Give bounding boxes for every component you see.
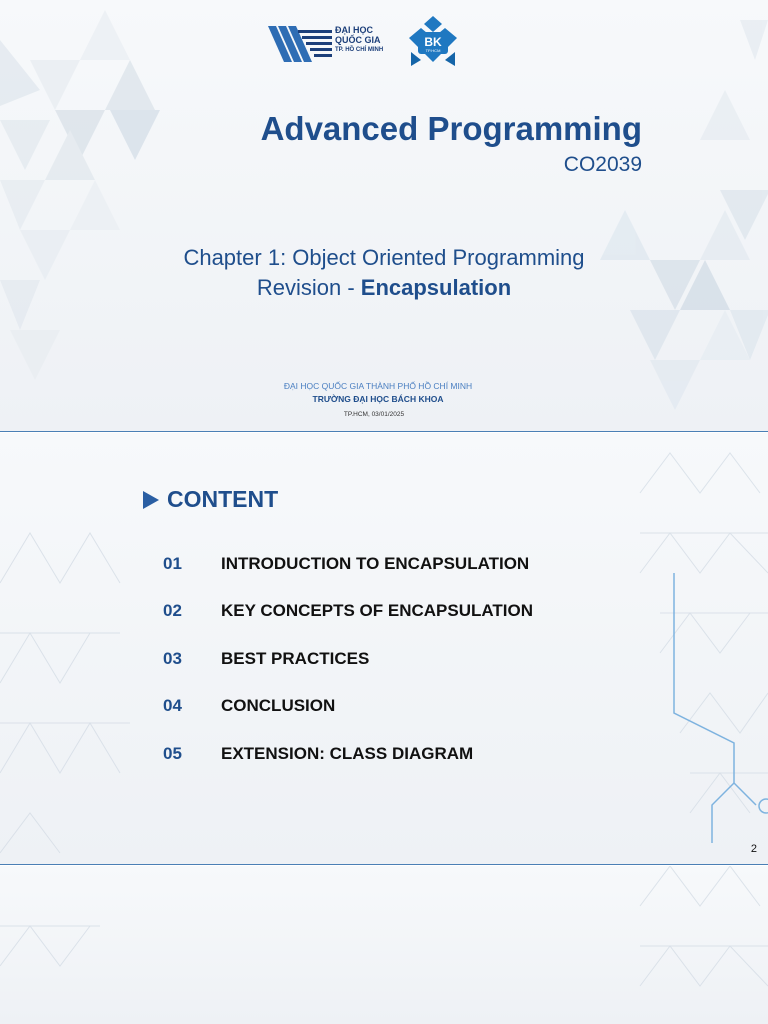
toc-number: 03 [163, 648, 182, 668]
vnu-line3: TP. HỒ CHÍ MINH [335, 47, 384, 53]
bk-logo [408, 16, 458, 68]
vnu-line2: QUỐC GIA [335, 35, 381, 45]
page-number: 2 [750, 843, 757, 855]
vnu-logo-text [335, 25, 383, 55]
toc-label: BEST PRACTICES [221, 648, 370, 668]
content-heading [143, 486, 278, 513]
toc-item[interactable] [163, 683, 533, 731]
toc-label: CONCLUSION [221, 696, 336, 716]
bk-logo-text: BK [424, 35, 442, 49]
chapter-line2 [0, 273, 768, 303]
toc-item[interactable] [163, 635, 533, 683]
bk-logo-subtext: TP.HCM [425, 48, 441, 53]
background-pattern [0, 866, 768, 1024]
toc-item[interactable] [163, 540, 533, 588]
vnu-line1: ĐẠI HỌC [335, 25, 373, 35]
content-slide [0, 433, 768, 865]
course-title: Advanced Programming [260, 110, 642, 147]
presentation-date: TP.HCM, 03/01/2025 [343, 411, 405, 418]
chapter-line1: Chapter 1: Object Oriented Programming [183, 245, 585, 270]
toc-label: INTRODUCTION TO ENCAPSULATION [221, 553, 530, 573]
triangle-bullet-icon [143, 491, 159, 509]
toc-label: EXTENSION: CLASS DIAGRAM [221, 743, 474, 763]
school-name: TRƯỜNG ĐẠI HỌC BÁCH KHOA [312, 394, 444, 404]
toc-label: KEY CONCEPTS OF ENCAPSULATION [221, 601, 534, 621]
table-of-contents [163, 540, 533, 778]
toc-number: 04 [163, 696, 182, 716]
toc-item[interactable] [163, 730, 533, 778]
toc-number: 05 [163, 743, 182, 763]
content-title: CONTENT [167, 486, 279, 512]
chapter-line2-prefix: Revision - [256, 275, 361, 300]
next-slide-partial [0, 866, 768, 1024]
chapter-title [0, 243, 768, 303]
course-code: CO2039 [563, 153, 642, 176]
toc-item[interactable] [163, 588, 533, 636]
chapter-line2-topic: Encapsulation [360, 275, 512, 300]
title-slide [0, 0, 768, 432]
university-name: ĐẠI HỌC QUỐC GIA THÀNH PHỐ HỒ CHÍ MINH [283, 381, 473, 391]
toc-number: 01 [163, 553, 182, 573]
toc-number: 02 [163, 601, 182, 621]
